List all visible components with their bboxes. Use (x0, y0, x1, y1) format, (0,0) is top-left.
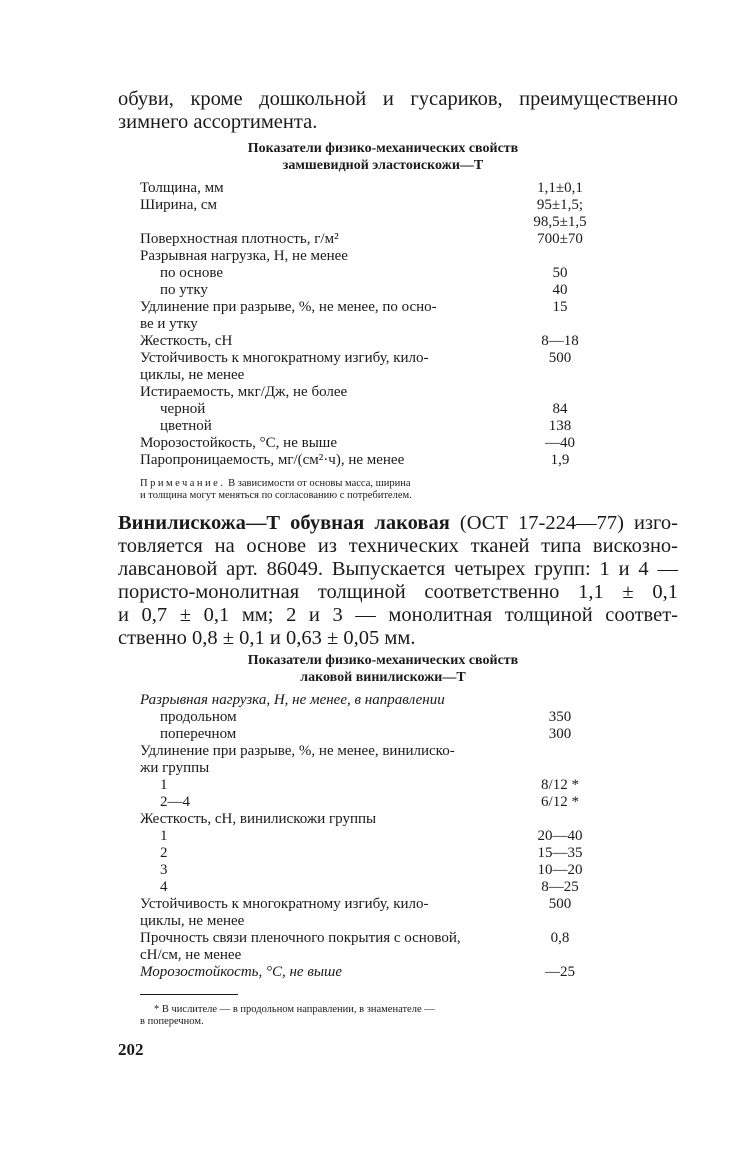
row-value: 20—40 (537, 828, 583, 844)
table-row (140, 947, 620, 964)
row-label: Поверхностная плотность, г/м² (140, 231, 339, 247)
note-line-1 (140, 478, 610, 490)
vinyl-lead: Винилискожа—Т обувная лаковая (118, 512, 450, 534)
row-label: ве и утку (140, 316, 198, 332)
table-row (140, 316, 620, 333)
table-row (140, 896, 620, 913)
row-value: 500 (548, 896, 572, 912)
table-row (140, 401, 620, 418)
row-label: Жесткость, сН (140, 333, 233, 349)
table1-caption (118, 140, 648, 174)
row-label: 1 (160, 828, 168, 844)
vinyl-line-1 (118, 512, 678, 535)
table-row (140, 350, 620, 367)
row-label: 2 (160, 845, 168, 861)
table-row (140, 435, 620, 452)
row-value: —40 (545, 435, 575, 451)
table-row (140, 845, 620, 862)
intro-paragraph (118, 88, 678, 134)
table1 (140, 180, 620, 469)
footnote-rule (140, 994, 238, 995)
table-row (140, 265, 620, 282)
vinyl-line-5: и 0,7 ± 0,1 мм; 2 и 3 — монолитная толщиной соответ- (118, 604, 678, 626)
row-value: 95±1,5; (536, 197, 584, 213)
footnote-line-1: * В числителе — в продольном направлении, в знаменателе — (154, 1004, 435, 1015)
row-value: 50 (552, 265, 568, 281)
vinyl-line-4: пористо-монолитная толщиной соответственно 1,1 ± 0,1 (118, 581, 678, 603)
row-value: 700±70 (537, 231, 583, 247)
intro-line-2: зимнего ассортимента. (118, 111, 318, 133)
table-row (140, 709, 620, 726)
row-label: Толщина, мм (140, 180, 224, 196)
table1-note (140, 478, 610, 502)
row-label: Жесткость, сН, винилискожи группы (140, 811, 377, 827)
row-value: 8/12 * (541, 777, 579, 793)
row-value: 6/12 * (541, 794, 579, 810)
table-row (140, 452, 620, 469)
row-label: продольном (160, 709, 237, 725)
table1-caption-line-2: замшевидной эластоискожи—Т (282, 158, 484, 173)
note-head: Примечание. (140, 478, 226, 489)
table-row (140, 299, 620, 316)
row-value: 8—18 (541, 333, 579, 349)
table-row (140, 333, 620, 350)
table2-footnote (140, 1004, 610, 1028)
row-value: 15—35 (537, 845, 583, 861)
table2-caption (118, 652, 648, 686)
row-value: 84 (552, 401, 568, 417)
table-row (140, 930, 620, 947)
table-row (140, 811, 620, 828)
row-label: Истираемость, мкг/Дж, не более (140, 384, 348, 400)
row-label: Морозостойкость, °С, не выше (140, 435, 337, 451)
vinyl-line-3: лавсановой арт. 86049. Выпускается четырех групп: 1 и 4 — (118, 558, 678, 580)
row-label: сН/см, не менее (140, 947, 242, 963)
intro-line-1: обуви, кроме дошкольной и гусариков, преимущественно (118, 88, 678, 110)
row-label: поперечном (160, 726, 237, 742)
row-value: 0,8 (550, 930, 570, 946)
row-label: Устойчивость к многократному изгибу, кило- (140, 896, 429, 912)
row-value: 40 (552, 282, 568, 298)
row-label: жи группы (140, 760, 210, 776)
row-label: Удлинение при разрыве, %, не менее, по осно- (140, 299, 437, 315)
table-row (140, 913, 620, 930)
row-label: черной (160, 401, 206, 417)
row-value: 98,5±1,5 (533, 214, 587, 230)
row-value: 1,1±0,1 (537, 180, 583, 196)
table-row (140, 180, 620, 197)
row-label: цветной (160, 418, 212, 434)
row-label: 1 (160, 777, 168, 793)
row-label: Морозостойкость, °С, не выше (140, 964, 342, 980)
row-label: 3 (160, 862, 168, 878)
row-label: Ширина, см (140, 197, 218, 213)
vinyl-line-1-rest: (ОСТ 17-224—77) изго- (459, 512, 678, 534)
table2-caption-line-2: лаковой винилискожи—Т (300, 670, 466, 685)
row-label: по основе (160, 265, 223, 281)
row-label: Разрывная нагрузка, Н, не менее, в направлении (140, 692, 445, 708)
table-row (140, 418, 620, 435)
page-number: 202 (118, 1040, 144, 1059)
row-label: 4 (160, 879, 168, 895)
table-row (140, 964, 620, 981)
table-row (140, 862, 620, 879)
table-row (140, 692, 620, 709)
table-row (140, 214, 620, 231)
row-value: 500 (548, 350, 572, 366)
vinyl-line-2: товляется на основе из технических тканей типа вискозно- (118, 535, 678, 557)
table-row (140, 879, 620, 896)
note-line-2: и толщина могут меняться по согласованию с потребителем. (140, 490, 412, 501)
vinyl-paragraph (118, 512, 678, 650)
row-label: циклы, не менее (140, 913, 245, 929)
row-value: 350 (548, 709, 572, 725)
table1-caption-line-1: Показатели физико-механических свойств (247, 141, 519, 156)
row-label: циклы, не менее (140, 367, 245, 383)
row-value: —25 (545, 964, 575, 980)
row-label: Удлинение при разрыве, %, не менее, винилиско- (140, 743, 455, 759)
note-text-1: В зависимости от основы масса, ширина (228, 478, 411, 489)
table-row (140, 828, 620, 845)
footnote-line-2: в поперечном. (140, 1016, 204, 1027)
row-label: Паропроницаемость, мг/(см²·ч), не менее (140, 452, 405, 468)
row-label: Прочность связи пленочного покрытия с основой, (140, 930, 461, 946)
row-value: 8—25 (541, 879, 579, 895)
table-row (140, 794, 620, 811)
row-label: по утку (160, 282, 208, 298)
table-row (140, 760, 620, 777)
row-value: 10—20 (537, 862, 583, 878)
row-label: Устойчивость к многократному изгибу, кило- (140, 350, 429, 366)
table-row (140, 367, 620, 384)
table-row (140, 384, 620, 401)
table-row (140, 743, 620, 760)
row-value: 300 (548, 726, 572, 742)
table2 (140, 692, 620, 981)
row-value: 15 (552, 299, 568, 315)
table-row (140, 777, 620, 794)
table-row (140, 282, 620, 299)
row-value: 138 (548, 418, 572, 434)
row-label: Разрывная нагрузка, Н, не менее (140, 248, 348, 264)
table-row (140, 197, 620, 214)
table-row (140, 231, 620, 248)
table-row (140, 726, 620, 743)
table2-caption-line-1: Показатели физико-механических свойств (247, 653, 519, 668)
row-label: 2—4 (160, 794, 190, 810)
vinyl-line-6: ственно 0,8 ± 0,1 и 0,63 ± 0,05 мм. (118, 627, 416, 649)
row-value: 1,9 (550, 452, 570, 468)
table-row (140, 248, 620, 265)
